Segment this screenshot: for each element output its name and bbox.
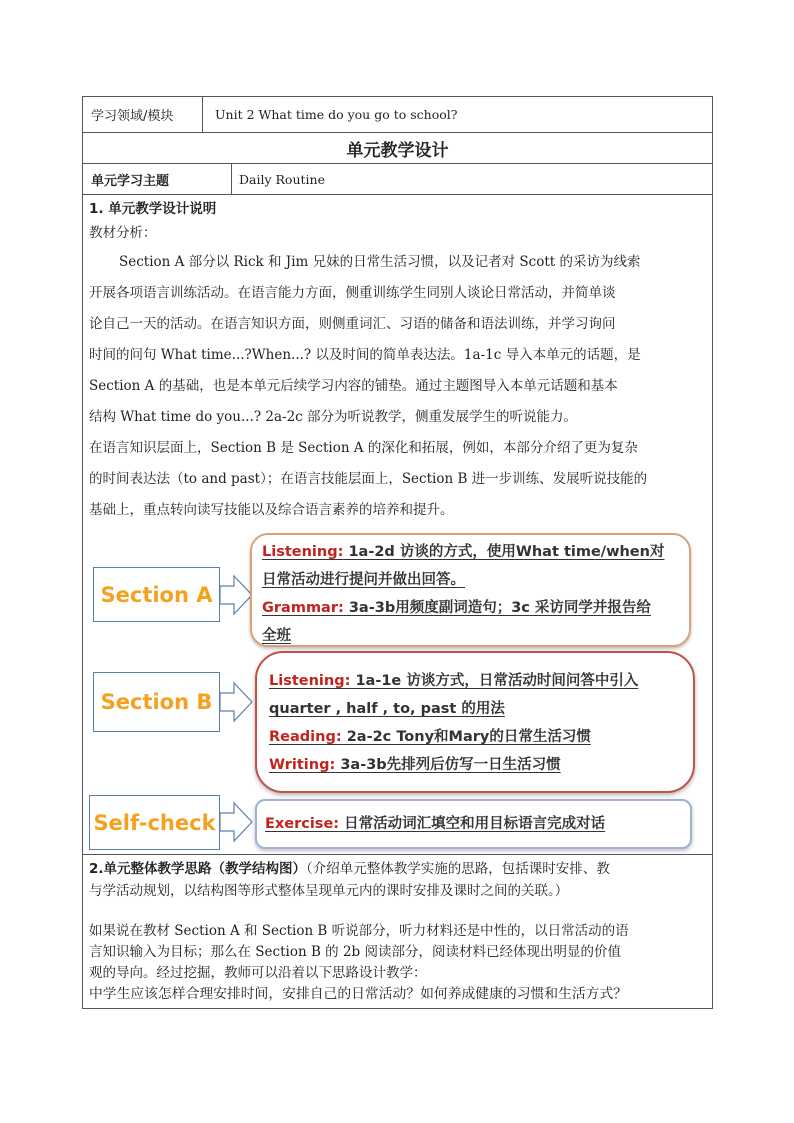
listening-key: Listening: xyxy=(262,544,344,560)
section-b-box xyxy=(93,672,220,732)
section-a-box xyxy=(93,567,220,622)
grammar-text-cont: 全班 xyxy=(262,628,291,644)
paragraph-line: 观的导向。经过挖掘，教师可以沿着以下思路设计教学： xyxy=(89,965,427,981)
paragraph-line: 开展各项语言训练活动。在语言能力方面，侧重训练学生同别人谈论日常活动，并简单谈 xyxy=(89,285,616,301)
reading-key: Reading: xyxy=(269,729,342,745)
self-check-arrow-icon xyxy=(220,801,254,843)
paragraph-line: 中学生应该怎样合理安排时间，安排自己的日常活动？如何养成健康的习惯和生活方式？ xyxy=(89,986,628,1002)
theme-label: 单元学习主题 xyxy=(83,164,232,194)
listening-text: 1a-2d 访谈的方式，使用What time/when对 xyxy=(343,544,665,560)
section-a-arrow-icon xyxy=(220,574,254,616)
section-a-label: Section A xyxy=(100,582,213,607)
page-title: 单元教学设计 xyxy=(346,140,449,161)
paragraph-line: 如果说在教材 Section A 和 Section B 听说部分，听力材料还是中性的，以日常活动的语 xyxy=(89,923,629,939)
paragraph-line: 的时间表达法（to and past）；在语言技能层面上，Section B 进一步训练、发展听说技能的 xyxy=(89,471,648,487)
listening-text-cont: quarter , half , to, past 的用法 xyxy=(269,701,505,717)
exercise-key: Exercise: xyxy=(265,816,340,832)
module-row xyxy=(83,97,712,133)
teaching-approach-row xyxy=(83,855,712,1008)
section2-paragraph xyxy=(89,921,706,1005)
section1-subheading: 教材分析： xyxy=(89,225,157,241)
paragraph-line: 时间的问句 What time...?When...? 以及时间的简单表达法。1a-1c 导入本单元的话题，是 xyxy=(89,347,641,363)
section-b-panel xyxy=(255,651,695,793)
paragraph-line: 言知识输入为目标；那么在 Section B 的 2b 阅读部分，阅读材料已经体现出明显的价值 xyxy=(89,944,621,960)
section2-intro-line2: 与学活动规划，以结构图等形式整体呈现单元内的课时安排及课时之间的关联。） xyxy=(89,883,569,899)
listening-text-cont: 日常活动进行提问并做出回答。 xyxy=(262,572,465,588)
grammar-text: 3a-3b用频度副词造句；3c 采访同学并报告给 xyxy=(343,600,651,616)
paragraph-line: Section A 部分以 Rick 和 Jim 兄妹的日常生活习惯，以及记者对 Scott 的采访为线索 xyxy=(119,254,641,270)
paragraph-line: 在语言知识层面上，Section B 是 Section A 的深化和拓展，例如，本部分介绍了更为复杂 xyxy=(89,440,638,456)
section-a-panel xyxy=(250,533,691,647)
self-check-box xyxy=(89,795,220,850)
exercise-text: 日常活动词汇填空和用目标语言完成对话 xyxy=(339,816,606,832)
paragraph-line: Section A 的基础，也是本单元后续学习内容的铺垫。通过主题图导入本单元话题和基本 xyxy=(89,378,618,394)
textbook-analysis-paragraph xyxy=(89,247,706,526)
design-description-row xyxy=(83,195,712,855)
theme-value: Daily Routine xyxy=(239,171,325,187)
paragraph-line: 结构 What time do you...? 2a-2c 部分为听说教学，侧重发展学生的听说能力。 xyxy=(89,409,578,425)
module-value: Unit 2 What time do you go to school? xyxy=(215,107,458,122)
reading-text: 2a-2c Tony和Mary的日常生活习惯 xyxy=(341,729,591,745)
writing-key: Writing: xyxy=(269,757,336,773)
section2-heading: 2.单元整体教学思路（教学结构图） xyxy=(89,861,307,877)
title-row xyxy=(83,133,712,164)
section-b-label: Section B xyxy=(100,690,213,714)
section2-intro-text: （介绍单元整体教学实施的思路，包括课时安排、教 xyxy=(306,861,610,877)
section1-heading: 1. 单元教学设计说明 xyxy=(89,201,217,217)
unit-design-table xyxy=(82,96,713,1009)
paragraph-line: 基础上，重点转向读写技能以及综合语言素养的培养和提升。 xyxy=(89,502,454,518)
section2-intro xyxy=(89,858,706,902)
writing-text: 3a-3b先排列后仿写一日生活习惯 xyxy=(335,757,561,773)
self-check-panel xyxy=(255,799,692,849)
grammar-key: Grammar: xyxy=(262,600,344,616)
self-check-label: Self-check xyxy=(93,810,216,835)
section-b-arrow-icon xyxy=(220,681,254,723)
listening-text: 1a-1e 访谈方式，日常活动时间问答中引入 xyxy=(350,673,639,689)
module-label: 学习领域/模块 xyxy=(83,97,203,132)
listening-key: Listening: xyxy=(269,673,351,689)
paragraph-line: 论自己一天的活动。在语言知识方面，则侧重词汇、习语的储备和语法训练，并学习询问 xyxy=(89,316,616,332)
theme-row xyxy=(83,164,712,195)
